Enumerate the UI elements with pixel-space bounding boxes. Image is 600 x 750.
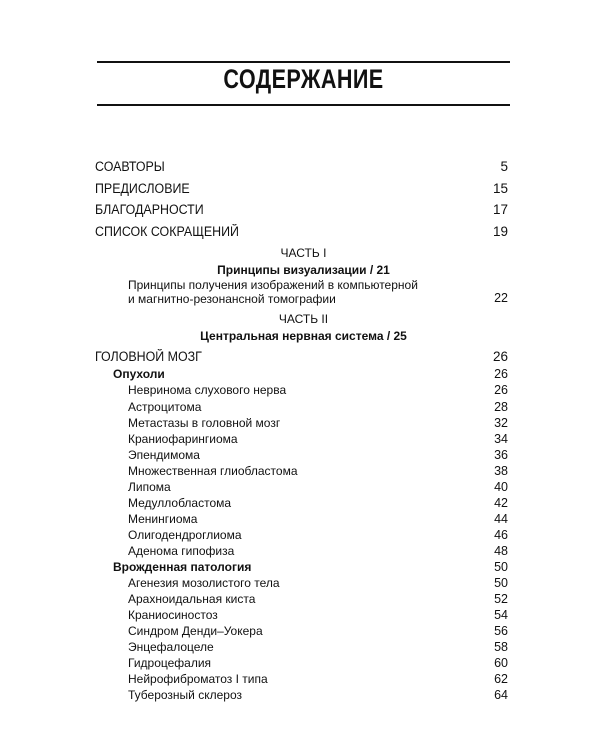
- toc-label: Арахноидальная киста: [128, 592, 256, 606]
- toc-label: Астроцитома: [128, 400, 202, 414]
- toc-page-number: 54: [494, 608, 508, 622]
- part1-entry-line1: Принципы получения изображений в компьютерной: [128, 278, 418, 292]
- toc-label: Аденома гипофиза: [128, 544, 235, 558]
- bottom-rule: [97, 104, 510, 106]
- toc-label: Олигодендроглиома: [128, 528, 242, 542]
- toc-page-number: 50: [494, 576, 508, 590]
- toc-page-number: 26: [494, 367, 508, 381]
- toc-label: СОАВТОРЫ: [95, 159, 165, 174]
- toc-page-number: 38: [494, 464, 508, 478]
- toc-page-number: 46: [494, 528, 508, 542]
- toc-label: ПРЕДИСЛОВИЕ: [95, 181, 190, 196]
- toc-label: Опухоли: [113, 367, 165, 381]
- part2-heading: ЧАСТЬ II: [278, 312, 329, 326]
- toc-page-number: 48: [494, 544, 508, 558]
- toc-page-number: 56: [494, 624, 508, 638]
- toc-page-number: 60: [494, 656, 508, 670]
- toc-label: Туберозный склероз: [128, 688, 242, 702]
- toc-page-number: 17: [492, 202, 508, 217]
- toc-label: Агенезия мозолистого тела: [128, 576, 280, 590]
- top-rule: [97, 61, 510, 63]
- toc-page-number: 26: [494, 383, 508, 397]
- toc-page-number: 52: [494, 592, 508, 606]
- toc-label: Множественная глиобластома: [128, 464, 298, 478]
- part1-title: Принципы визуализации / 21: [217, 263, 390, 277]
- toc-page-number: 58: [494, 640, 508, 654]
- toc-label: Врожденная патология: [113, 560, 252, 574]
- part1-heading: ЧАСТЬ I: [280, 246, 327, 260]
- toc-label: Липома: [128, 480, 171, 494]
- toc-label: Краниофарингиома: [128, 432, 238, 446]
- toc-page-number: 44: [494, 512, 508, 526]
- toc-page-number: 5: [500, 159, 508, 174]
- toc-label: Нейрофиброматоз I типа: [128, 672, 268, 686]
- toc-section-brain[interactable]: [95, 348, 508, 366]
- toc-label: Эпендимома: [128, 448, 200, 462]
- toc-label: Краниосиностоз: [128, 608, 218, 622]
- page-title: СОДЕРЖАНИЕ: [223, 64, 384, 94]
- toc-entry-preface[interactable]: [95, 180, 508, 198]
- toc-page-number: 42: [494, 496, 508, 510]
- toc-entry-abbreviations[interactable]: [95, 223, 508, 241]
- toc-page-number: 15: [492, 181, 508, 196]
- toc-page-number: 64: [494, 688, 508, 702]
- toc-label: ГОЛОВНОЙ МОЗГ: [95, 349, 202, 364]
- toc-label: Гидроцефалия: [128, 656, 212, 670]
- toc-label: БЛАГОДАРНОСТИ: [95, 202, 204, 217]
- toc-item[interactable]: [95, 686, 508, 704]
- toc-label: Невринома слухового нерва: [128, 383, 287, 397]
- toc-label: Метастазы в головной мозг: [128, 416, 281, 430]
- part1-entry-page: 22: [494, 291, 508, 305]
- toc-label: СПИСОК СОКРАЩЕНИЙ: [95, 224, 239, 239]
- toc-page-number: 19: [492, 224, 508, 239]
- part1-entry-line2: и магнитно-резонансной томографии: [128, 292, 336, 306]
- toc-label: Медуллобластома: [128, 496, 232, 510]
- toc-label: Энцефалоцеле: [128, 640, 214, 654]
- toc-label: Синдром Денди–Уокера: [128, 624, 263, 638]
- toc-page-number: 32: [494, 416, 508, 430]
- toc-page-number: 40: [494, 480, 508, 494]
- part2-title: Центральная нервная система / 25: [200, 329, 407, 343]
- part1-entry[interactable]: [128, 278, 428, 306]
- toc-page-number: 62: [494, 672, 508, 686]
- toc-item[interactable]: [95, 381, 508, 399]
- toc-page-number: 26: [492, 349, 508, 364]
- toc-entry-coauthors[interactable]: [95, 158, 508, 176]
- toc-label: Менингиома: [128, 512, 198, 526]
- toc-page-number: 28: [494, 400, 508, 414]
- toc-page-number: 50: [494, 560, 508, 574]
- toc-entry-acknowledgements[interactable]: [95, 201, 508, 219]
- toc-page-number: 36: [494, 448, 508, 462]
- toc-page-number: 34: [494, 432, 508, 446]
